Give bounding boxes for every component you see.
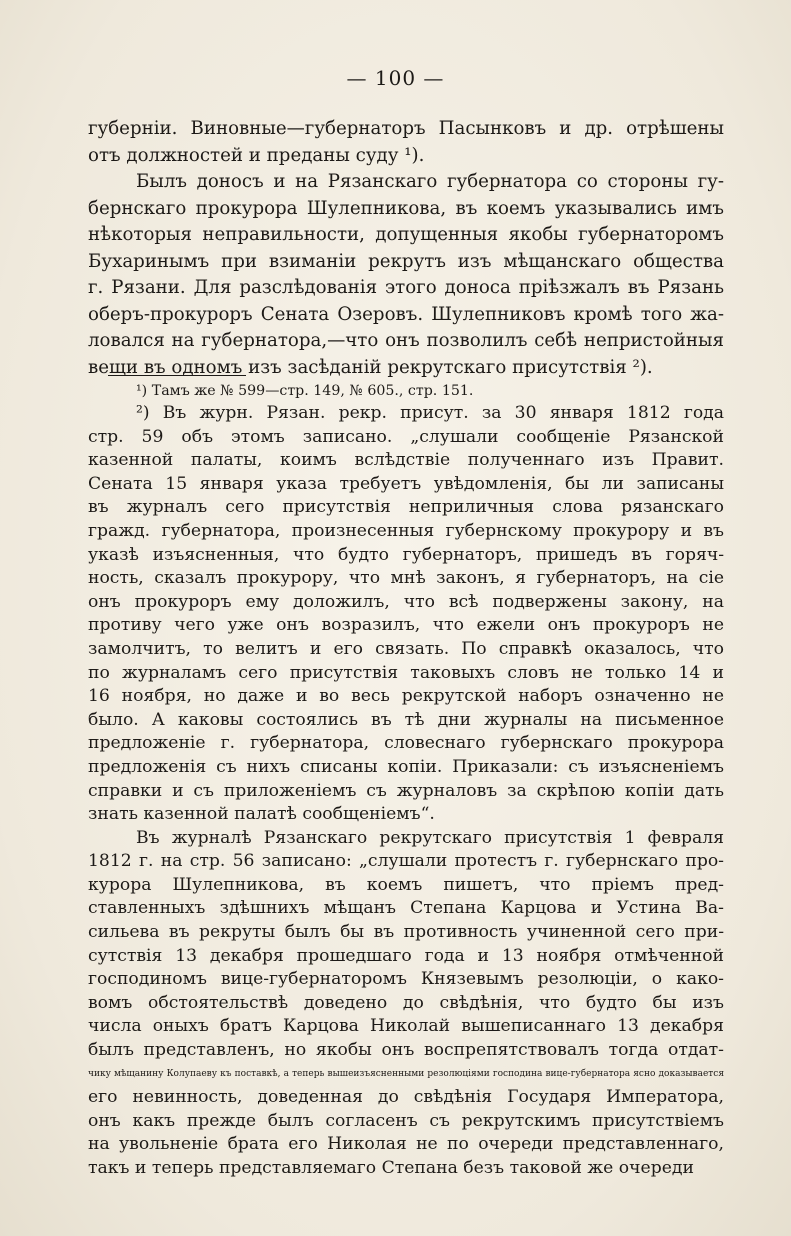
text-line: г. Рязани. Для разслѣдованія этого доноса пріѣзжалъ въ Рязань (88, 277, 724, 298)
footnote-line: такъ и теперь представляемаго Степана безъ таковой же очереди (88, 1158, 694, 1178)
footnote-1: ¹) Тамъ же № 599—стр. 149, № 605., стр. 151. (136, 383, 474, 399)
footnote-line: числа оныхъ братъ Карцова Николай вышеписаннаго 13 декабря (88, 1016, 724, 1037)
footnote-line: предложенія съ нихъ списаны копіи. Приказали: съ изъясненіемъ (88, 756, 724, 777)
footnote-line: предложеніе г. губернатора, словеснаго губернскаго прокурора (88, 733, 724, 754)
text-line: отъ должностей и преданы суду ¹). (88, 144, 425, 166)
text-line: бернскаго прокурора Шулепникова, въ коемъ указывались имъ (88, 197, 724, 219)
footnote-line: ставленныхъ здѣшнихъ мѣщанъ Степана Карцова и Устина Ва- (88, 898, 724, 919)
text-line: вещи въ одномъ изъ засѣданій рекрутскаго присутствія ²). (88, 356, 653, 378)
footnote-line: ²) Въ журн. Рязан. рекр. присут. за 30 января 1812 года (136, 403, 724, 423)
footnote-line: гражд. губернатора, произнесенныя губернскому прокурору и въ (88, 520, 724, 541)
text-line: оберъ-прокуроръ Сената Озеровъ. Шулепниковъ кромѣ того жа- (88, 303, 724, 325)
footnote-line: сутствія 13 декабря прошедшаго года и 13 ноября отмѣченной (88, 945, 724, 966)
text-line: нѣкоторыя неправильности, допущенныя якобы губернаторомъ (88, 224, 724, 245)
page-number: — 100 — (346, 66, 445, 90)
footnote-line: справки и съ приложеніемъ съ журналовъ за скрѣпою копіи дать (88, 780, 724, 801)
footnote-line: указѣ изъясненныя, что будто губернаторъ, пришедъ въ горяч- (88, 544, 724, 565)
main-text-body (88, 116, 724, 381)
footnote-line: чику мѣщанину Колупаеву къ поставкѣ, а теперь вышеизъясненными резолюціями господина вице-губернатора ясно доказывается (88, 1068, 724, 1079)
footnote-line: онъ какъ прежде былъ согласенъ съ рекрутскимъ присутствіемъ (88, 1110, 724, 1131)
footnote-line: его невинность, доведенная до свѣдѣнія Государя Императора, (88, 1087, 724, 1108)
text-line: губерніи. Виновные—губернаторъ Пасынковъ и др. отрѣшены (88, 118, 724, 139)
footnotes (88, 381, 724, 1181)
footnote-line: курора Шулепникова, въ коемъ пишетъ, что пріемъ пред- (88, 874, 724, 895)
footnote-line: было. А каковы состоялись въ тѣ дни журналы на письменное (88, 709, 724, 730)
footnote-line: 16 ноября, но даже и во весь рекрутской наборъ означенно не (88, 686, 724, 707)
footnote-line: Сената 15 января указа требуетъ увѣдомленія, бы ли записаны (88, 473, 724, 494)
footnote-line: 1812 г. на стр. 56 записано: „слушали протестъ г. губернскаго про- (88, 851, 724, 872)
footnote-divider (108, 375, 246, 376)
text-line: Былъ доносъ и на Рязанскаго губернатора со стороны гу- (136, 171, 724, 192)
footnote-line: въ журналъ сего присутствія неприличныя слова рязанскаго (88, 497, 724, 518)
footnote-line: замолчитъ, то велитъ и его связать. По справкѣ оказалось, что (88, 638, 724, 659)
text-line: ловался на губернатора,—что онъ позволилъ себѣ непристойныя (88, 330, 724, 351)
footnote-line: ность, сказалъ прокурору, что мнѣ законъ, я губернаторъ, на сіе (88, 568, 724, 589)
footnote-line: знать казенной палатѣ сообщеніемъ“. (88, 804, 435, 825)
footnote-line: вомъ обстоятельствѣ доведено до свѣдѣнія, что будто бы изъ (88, 992, 724, 1013)
footnote-line: господиномъ вице-губернаторомъ Князевымъ резолюціи, о како- (88, 969, 724, 990)
footnote-line: казенной палаты, коимъ вслѣдствіе полученнаго изъ Правит. (88, 450, 724, 471)
footnote-line: противу чего уже онъ возразилъ, что ежели онъ прокуроръ не (88, 615, 724, 636)
footnote-line: былъ представленъ, но якобы онъ воспрепятствовалъ тогда отдат- (88, 1040, 724, 1061)
footnote-line: стр. 59 объ этомъ записано. „слушали сообщеніе Рязанской (88, 426, 724, 447)
footnote-line: сильева въ рекруты былъ бы въ противность учиненной сего при- (88, 922, 724, 943)
footnote-line: Въ журналѣ Рязанскаго рекрутскаго присутствія 1 февраля (136, 827, 724, 848)
footnote-line: на увольненіе брата его Николая не по очереди представленнаго, (88, 1134, 724, 1155)
footnote-line: по журналамъ сего присутствія таковыхъ словъ не только 14 и (88, 662, 724, 683)
footnote-line: онъ прокуроръ ему доложилъ, что всѣ подвержены закону, на (88, 591, 724, 612)
text-line: Бухаринымъ при взиманіи рекрутъ изъ мѣщанскаго общества (88, 250, 724, 272)
